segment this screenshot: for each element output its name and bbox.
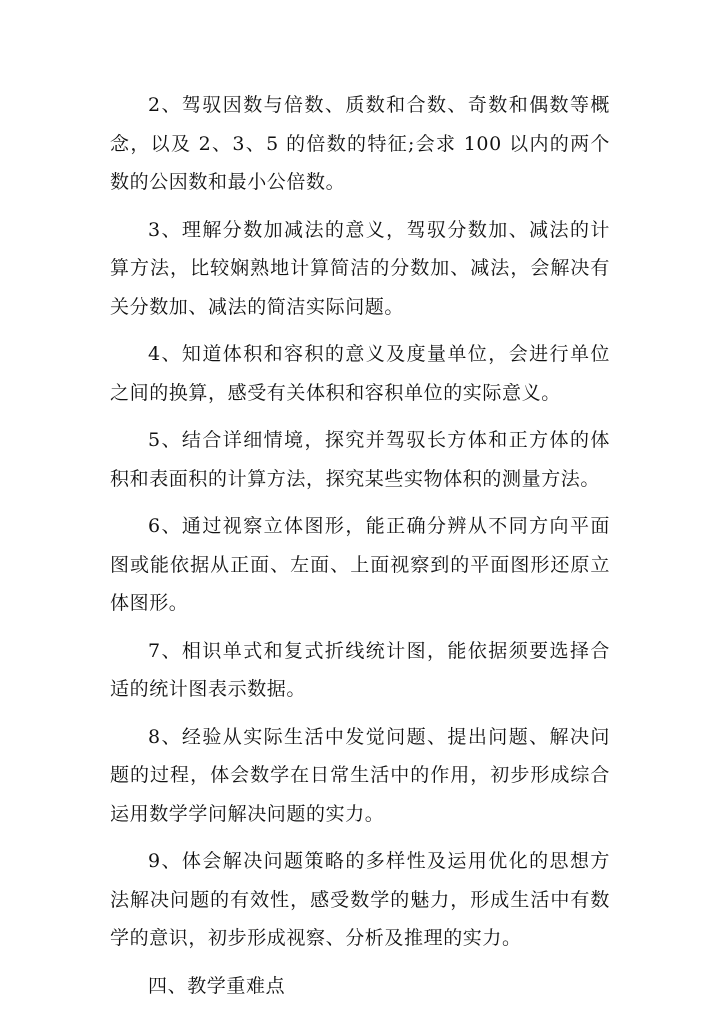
paragraph-item-3: 3、理解分数加减法的意义，驾驭分数加、减法的计算方法，比较娴熟地计算简洁的分数加、减法，会解决有关分数加、减法的简洁实际问题。 (110, 218, 610, 318)
document-body (110, 86, 610, 1005)
paragraph-item-5: 5、结合详细情境，探究并驾驭长方体和正方体的体积和表面积的计算方法，探究某些实物体积的测量方法。 (110, 429, 610, 490)
paragraph-item-9: 9、体会解决问题策略的多样性及运用优化的思想方法解决问题的有效性，感受数学的魅力，形成生活中有数学的意识，初步形成视察、分析及推理的实力。 (110, 850, 610, 949)
paragraph-item-7: 7、相识单式和复式折线统计图，能依据须要选择合适的统计图表示数据。 (110, 639, 610, 700)
paragraph-item-6: 6、通过视察立体图形，能正确分辨从不同方向平面图或能依据从正面、左面、上面视察到的平面图形还原立体图形。 (110, 515, 610, 614)
paragraph-item-8: 8、经验从实际生活中发觉问题、提出问题、解决问题的过程，体会数学在日常生活中的作用，初步形成综合运用数学学问解决问题的实力。 (110, 725, 610, 825)
section-heading: 四、教学重难点 (148, 974, 286, 997)
paragraph-item-4: 4、知道体积和容积的意义及度量单位，会进行单位之间的换算，感受有关体积和容积单位的实际意义。 (110, 343, 610, 404)
paragraph-item-2: 2、驾驭因数与倍数、质数和合数、奇数和偶数等概念，以及 2、3、5 的倍数的特征;会求 100 以内的两个数的公因数和最小公倍数。 (110, 94, 610, 193)
